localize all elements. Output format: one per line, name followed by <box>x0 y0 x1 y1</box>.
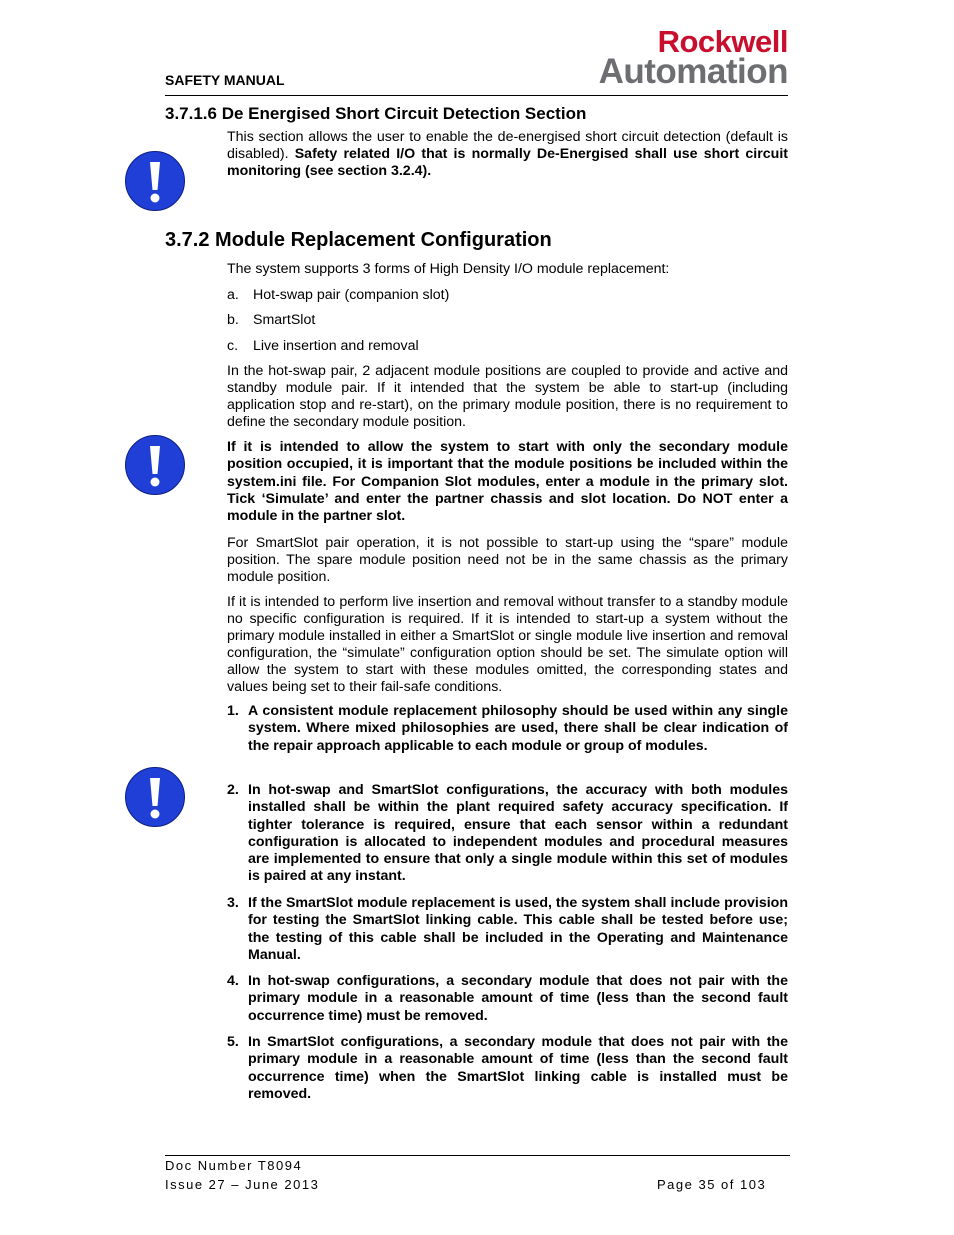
list-text: Live insertion and removal <box>253 338 419 354</box>
rule-number: 4. <box>227 973 239 989</box>
list-item <box>227 312 788 329</box>
section-372-heading: 3.7.2 Module Replacement Configuration <box>165 229 552 251</box>
list-item <box>227 338 788 355</box>
rule-text: If the SmartSlot module replacement is used, the system shall include provision for testing the SmartSlot linking cable. This cable shall be tested before use; the testing of this cable shall be included in the Operating and Maintenance Manual. <box>248 895 788 963</box>
list-text: SmartSlot <box>253 312 316 328</box>
warning-exclamation-icon <box>124 766 186 828</box>
doc-number: Doc Number T8094 <box>165 1158 303 1173</box>
section-3716-heading: 3.7.1.6 De Energised Short Circuit Detection Section <box>165 104 587 123</box>
rule-item <box>227 1034 788 1103</box>
warning-exclamation-icon <box>124 150 186 212</box>
section-3716-text-bold: Safety related I/O that is normally De-Energised shall use short circuit monitoring (see section 3.2.4). <box>227 146 788 179</box>
logo-line-2: Automation <box>598 52 788 91</box>
rule-text: A consistent module replacement philosophy should be used within any single system. Where mixed philosophies are used, there shall be clear indication of the repair approach applicable to each module or group of modules. <box>248 703 788 754</box>
rule-number: 5. <box>227 1034 239 1050</box>
list-marker: c. <box>227 338 239 354</box>
footer-divider <box>165 1155 790 1156</box>
rule-number: 3. <box>227 895 239 911</box>
header-divider <box>165 95 788 96</box>
issue-date: Issue 27 – June 2013 <box>165 1177 320 1192</box>
rule-number: 1. <box>227 703 239 719</box>
rule-text: In SmartSlot configurations, a secondary module that does not pair with the primary module in a reasonable amount of time (less than the second fault occurrence time) when the SmartSlot linking cable is installed must be removed. <box>248 1034 788 1102</box>
rule-text: In hot-swap configurations, a secondary module that does not pair with the primary module in a reasonable amount of time (less than the second fault occurrence time) must be removed. <box>248 973 788 1024</box>
hotswap-paragraph: In the hot-swap pair, 2 adjacent module positions are coupled to provide and active and standby module pair. If it intended that the system be able to start-up (including application stop and re-start), on the primary module position, there is no requirement to define the secondary module position. <box>227 363 788 430</box>
section-3716-text <box>227 129 788 180</box>
rule-text: In hot-swap and SmartSlot configurations, the accuracy with both modules installed shall be within the plant required safety accuracy specification. If tighter tolerance is required, ensure that each sensor within a redundant configuration is allocated to independent modules and procedural measures are implemented to ensure that only a single module within this set of modules is paired at any instant. <box>248 782 788 885</box>
list-item <box>227 287 788 304</box>
list-text: Hot-swap pair (companion slot) <box>253 287 450 303</box>
rule-item <box>227 703 788 755</box>
document-title: SAFETY MANUAL <box>165 72 285 88</box>
section-3716-text-plain: This section allows the user to enable the de-energised short circuit detection (default is disabled). <box>227 129 788 162</box>
rule-number: 2. <box>227 782 239 798</box>
list-marker: a. <box>227 287 239 303</box>
page-number: Page 35 of 103 <box>657 1177 767 1192</box>
secondary-module-warning: If it is intended to allow the system to start with only the secondary module position occupied, it is important that the module positions be included within the system.ini file. For Companion Slot modules, enter a module in the primary slot. Tick ‘Simulate’ and enter the partner chassis and slot location. Do NOT enter a module in the partner slot. <box>227 439 788 525</box>
smartslot-paragraph: For SmartSlot pair operation, it is not possible to start-up using the “spare” module position. The spare module position need not be in the same chassis as the primary module position. <box>227 535 788 585</box>
rule-item <box>227 895 788 964</box>
logo-line-1: Rockwell <box>657 24 788 59</box>
warning-exclamation-icon <box>124 434 186 496</box>
live-insertion-paragraph: If it is intended to perform live insertion and removal without transfer to a standby module no specific configuration is required. If it is intended to start-up a system without the primary module installed in either a SmartSlot or single module live insertion and removal configuration, the “simulate” configuration option should be set. The simulate option will allow the system to start with these modules omitted, the corresponding states and values being set to their fail-safe conditions. <box>227 594 788 695</box>
list-marker: b. <box>227 312 239 328</box>
rule-item <box>227 782 788 886</box>
section-372-intro: The system supports 3 forms of High Density I/O module replacement: <box>227 261 670 277</box>
company-logo <box>555 26 788 89</box>
rule-item <box>227 973 788 1025</box>
